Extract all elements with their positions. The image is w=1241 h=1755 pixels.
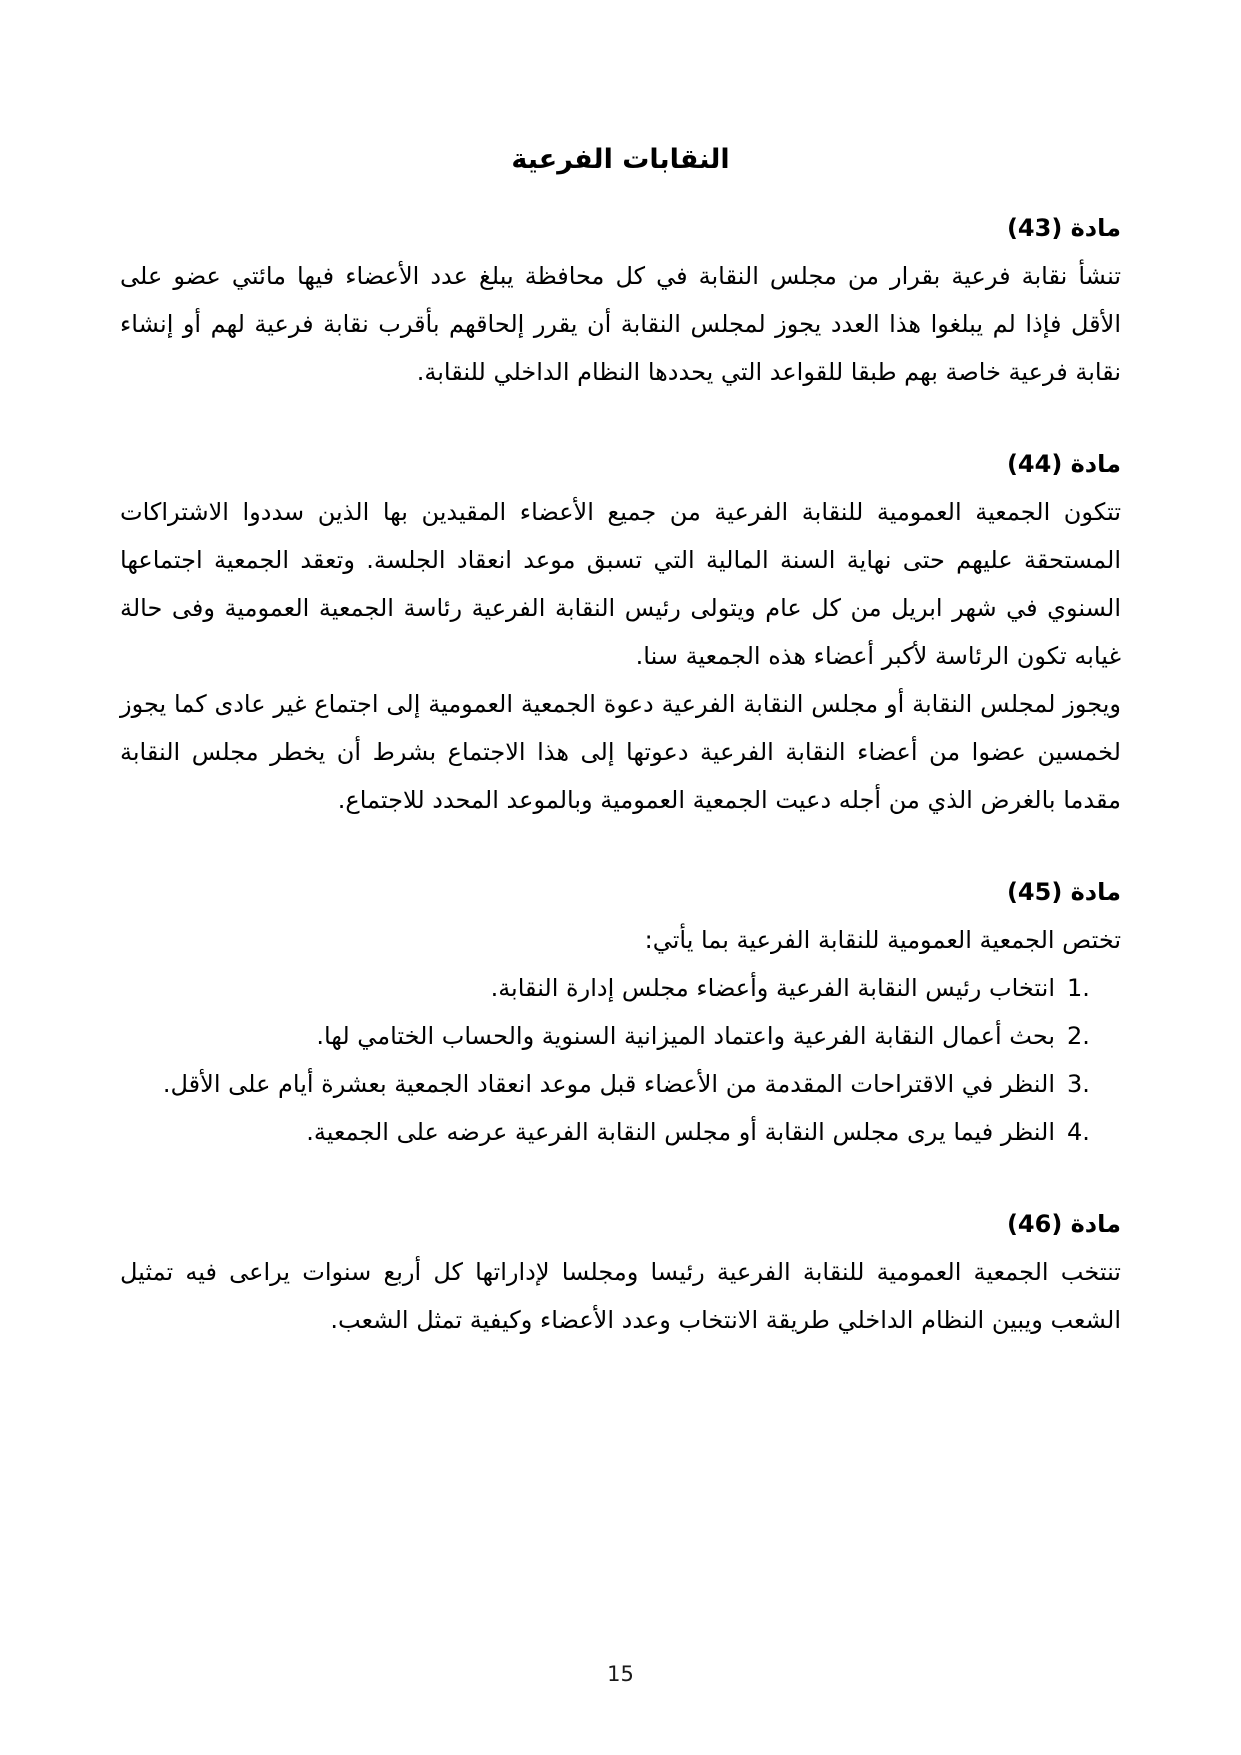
- list-item-text: بحث أعمال النقابة الفرعية واعتماد الميزانية السنوية والحساب الختامي لها.: [316, 1022, 1055, 1050]
- list-item-number: 1.: [1067, 974, 1090, 1002]
- article-44-heading: مادة (44): [1006, 450, 1121, 478]
- list-item: [120, 1012, 1099, 1060]
- article-46: [120, 1200, 1121, 1344]
- list-item: [120, 1108, 1099, 1156]
- list-item-text: النظر فيما يرى مجلس النقابة أو مجلس النقابة الفرعية عرضه على الجمعية.: [306, 1118, 1055, 1146]
- article-44: [120, 440, 1121, 824]
- article-45-heading: مادة (45): [1006, 878, 1121, 906]
- article-45: [120, 868, 1121, 1156]
- list-item-number: 3.: [1067, 1070, 1090, 1098]
- list-item-number: 2.: [1067, 1022, 1090, 1050]
- article-45-list: [120, 964, 1121, 1156]
- article-46-paragraph: تنتخب الجمعية العمومية للنقابة الفرعية رئيسا ومجلسا لإداراتها كل أربع سنوات يراعى فيه تمثيل الشعب ويبين النظام الداخلي طريقة الانتخاب وعدد الأعضاء وكيفية تمثل الشعب.: [120, 1258, 1121, 1334]
- list-item: [120, 964, 1099, 1012]
- article-43-paragraph: تنشأ نقابة فرعية بقرار من مجلس النقابة في كل محافظة يبلغ عدد الأعضاء فيها مائتي عضو على الأقل فإذا لم يبلغوا هذا العدد يجوز لمجلس النقابة أن يقرر إلحاقهم بأقرب نقابة فرعية لهم أو إنشاء نقابة فرعية خاصة بهم طبقا للقواعد التي يحددها النظام الداخلي للنقابة.: [120, 262, 1121, 386]
- article-45-intro: تختص الجمعية العمومية للنقابة الفرعية بما يأتي:: [644, 926, 1121, 954]
- list-item: [120, 1060, 1099, 1108]
- article-43-heading: مادة (43): [1006, 214, 1121, 242]
- article-46-heading: مادة (46): [1006, 1210, 1121, 1238]
- article-44-paragraph-1: تتكون الجمعية العمومية للنقابة الفرعية من جميع الأعضاء المقيدين بها الذين سددوا الاشتراكات المستحقة عليهم حتى نهاية السنة المالية التي تسبق موعد انعقاد الجلسة. وتعقد الجمعية اجتماعها السنوي في شهر ابريل من كل عام ويتولى رئيس النقابة الفرعية رئاسة الجمعية العمومية وفى حالة غيابه تكون الرئاسة لأكبر أعضاء هذه الجمعية سنا.: [120, 498, 1121, 670]
- list-item-text: انتخاب رئيس النقابة الفرعية وأعضاء مجلس إدارة النقابة.: [490, 974, 1055, 1002]
- list-item-number: 4.: [1067, 1118, 1090, 1146]
- list-item-text: النظر في الاقتراحات المقدمة من الأعضاء قبل موعد انعقاد الجمعية بعشرة أيام على الأقل.: [162, 1070, 1055, 1098]
- article-43: [120, 204, 1121, 396]
- section-title: النقابات الفرعية: [511, 144, 730, 175]
- article-44-paragraph-2: ويجوز لمجلس النقابة أو مجلس النقابة الفرعية دعوة الجمعية العمومية إلى اجتماع غير عادى كما يجوز لخمسين عضوا من أعضاء النقابة الفرعية دعوتها إلى هذا الاجتماع بشرط أن يخطر مجلس النقابة مقدما بالغرض الذي من أجله دعيت الجمعية العمومية وبالموعد المحدد للاجتماع.: [120, 690, 1121, 814]
- page-number: 15: [607, 1662, 634, 1686]
